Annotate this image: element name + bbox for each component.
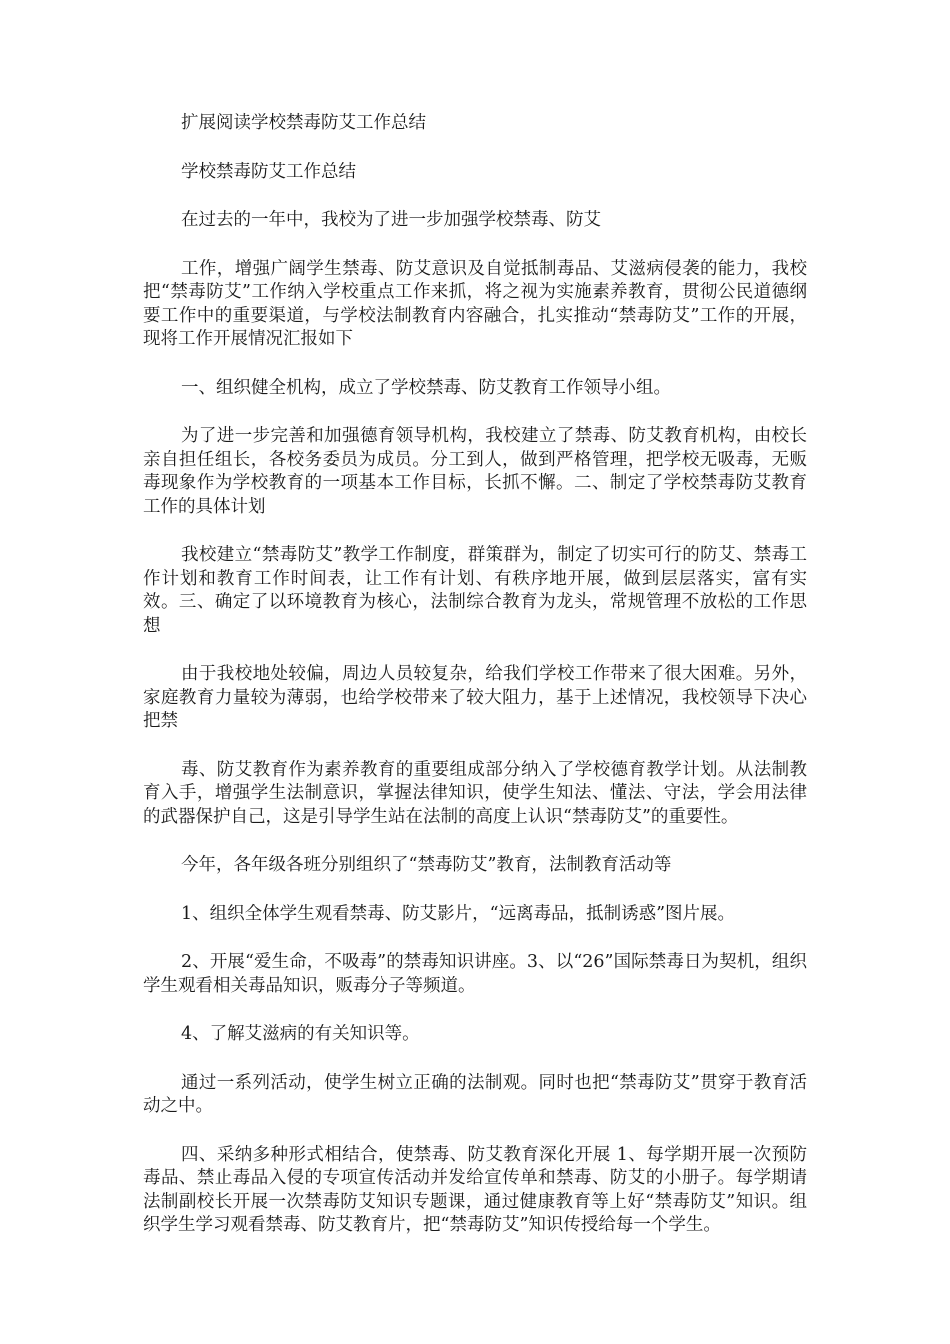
list-item: 4、了解艾滋病的有关知识等。 — [181, 1024, 420, 1044]
document-subtitle: 学校禁毒防艾工作总结 — [181, 161, 356, 182]
paragraph: 为了进一步完善和加强德育领导机构，我校建立了禁毒、防艾教育机构，由校长亲自担任组长，各校务委员为成员。分工到人，做到严格管理，把学校无吸毒，无贩毒现象作为学校教育的一项基本工作目标，长抓不懈。二、制定了学校禁毒防艾教育工作的具体计划 — [143, 426, 807, 517]
list-item: 2、开展“爱生命，不吸毒”的禁毒知识讲座。3、以“26”国际禁毒日为契机，组织学生观看相关毒品知识，贩毒分子等频道。 — [143, 952, 807, 996]
paragraph: 由于我校地处较偏，周边人员较复杂，给我们学校工作带来了很大困难。另外，家庭教育力量较为薄弱，也给学校带来了较大阻力，基于上述情况，我校领导下决心把禁 — [143, 664, 807, 731]
document-body — [143, 112, 807, 1263]
paragraph: 在过去的一年中，我校为了进一步加强学校禁毒、防艾 — [181, 210, 601, 230]
paragraph: 工作，增强广阔学生禁毒、防艾意识及自觉抵制毒品、艾滋病侵袭的能力，我校把“禁毒防艾”工作纳入学校重点工作来抓，将之视为实施素养教育，贯彻公民道德纲要工作中的重要渠道，与学校法制教育内容融合，扎实推动“禁毒防艾”工作的开展，现将工作开展情况汇报如下 — [143, 258, 807, 349]
paragraph: 今年，各年级各班分别组织了“禁毒防艾”教育，法制教育活动等 — [181, 855, 672, 875]
paragraph: 通过一系列活动，使学生树立正确的法制观。同时也把“禁毒防艾”贯穿于教育活动之中。 — [143, 1072, 807, 1116]
paragraph: 毒、防艾教育作为素养教育的重要组成部分纳入了学校德育教学计划。从法制教育入手，增强学生法制意识，掌握法律知识，使学生知法、懂法、守法，学会用法律的武器保护自己，这是引导学生站在法制的高度上认识“禁毒防艾”的重要性。 — [143, 759, 807, 827]
document-title: 扩展阅读学校禁毒防艾工作总结 — [181, 113, 426, 133]
section-heading: 一、组织健全机构，成立了学校禁毒、防艾教育工作领导小组。 — [181, 377, 671, 398]
paragraph: 四、采纳多种形式相结合，使禁毒、防艾教育深化开展 1、每学期开展一次预防毒品、禁止毒品入侵的专项宣传活动并发给宣传单和禁毒、防艾的小册子。每学期请法制副校长开展一次禁毒防艾知识专题课，通过健康教育等上好“禁毒防艾”知识。组织学生学习观看禁毒、防艾教育片，把“禁毒防艾”知识传授给每一个学生。 — [143, 1144, 807, 1235]
paragraph: 我校建立“禁毒防艾”教学工作制度，群策群为，制定了切实可行的防艾、禁毒工作计划和教育工作时间表，让工作有计划、有秩序地开展，做到层层落实，富有实效。三、确定了以环境教育为核心，法制综合教育为龙头，常规管理不放松的工作思想 — [143, 545, 807, 636]
list-item: 1、组织全体学生观看禁毒、防艾影片，“远离毒品，抵制诱惑”图片展。 — [181, 903, 736, 924]
